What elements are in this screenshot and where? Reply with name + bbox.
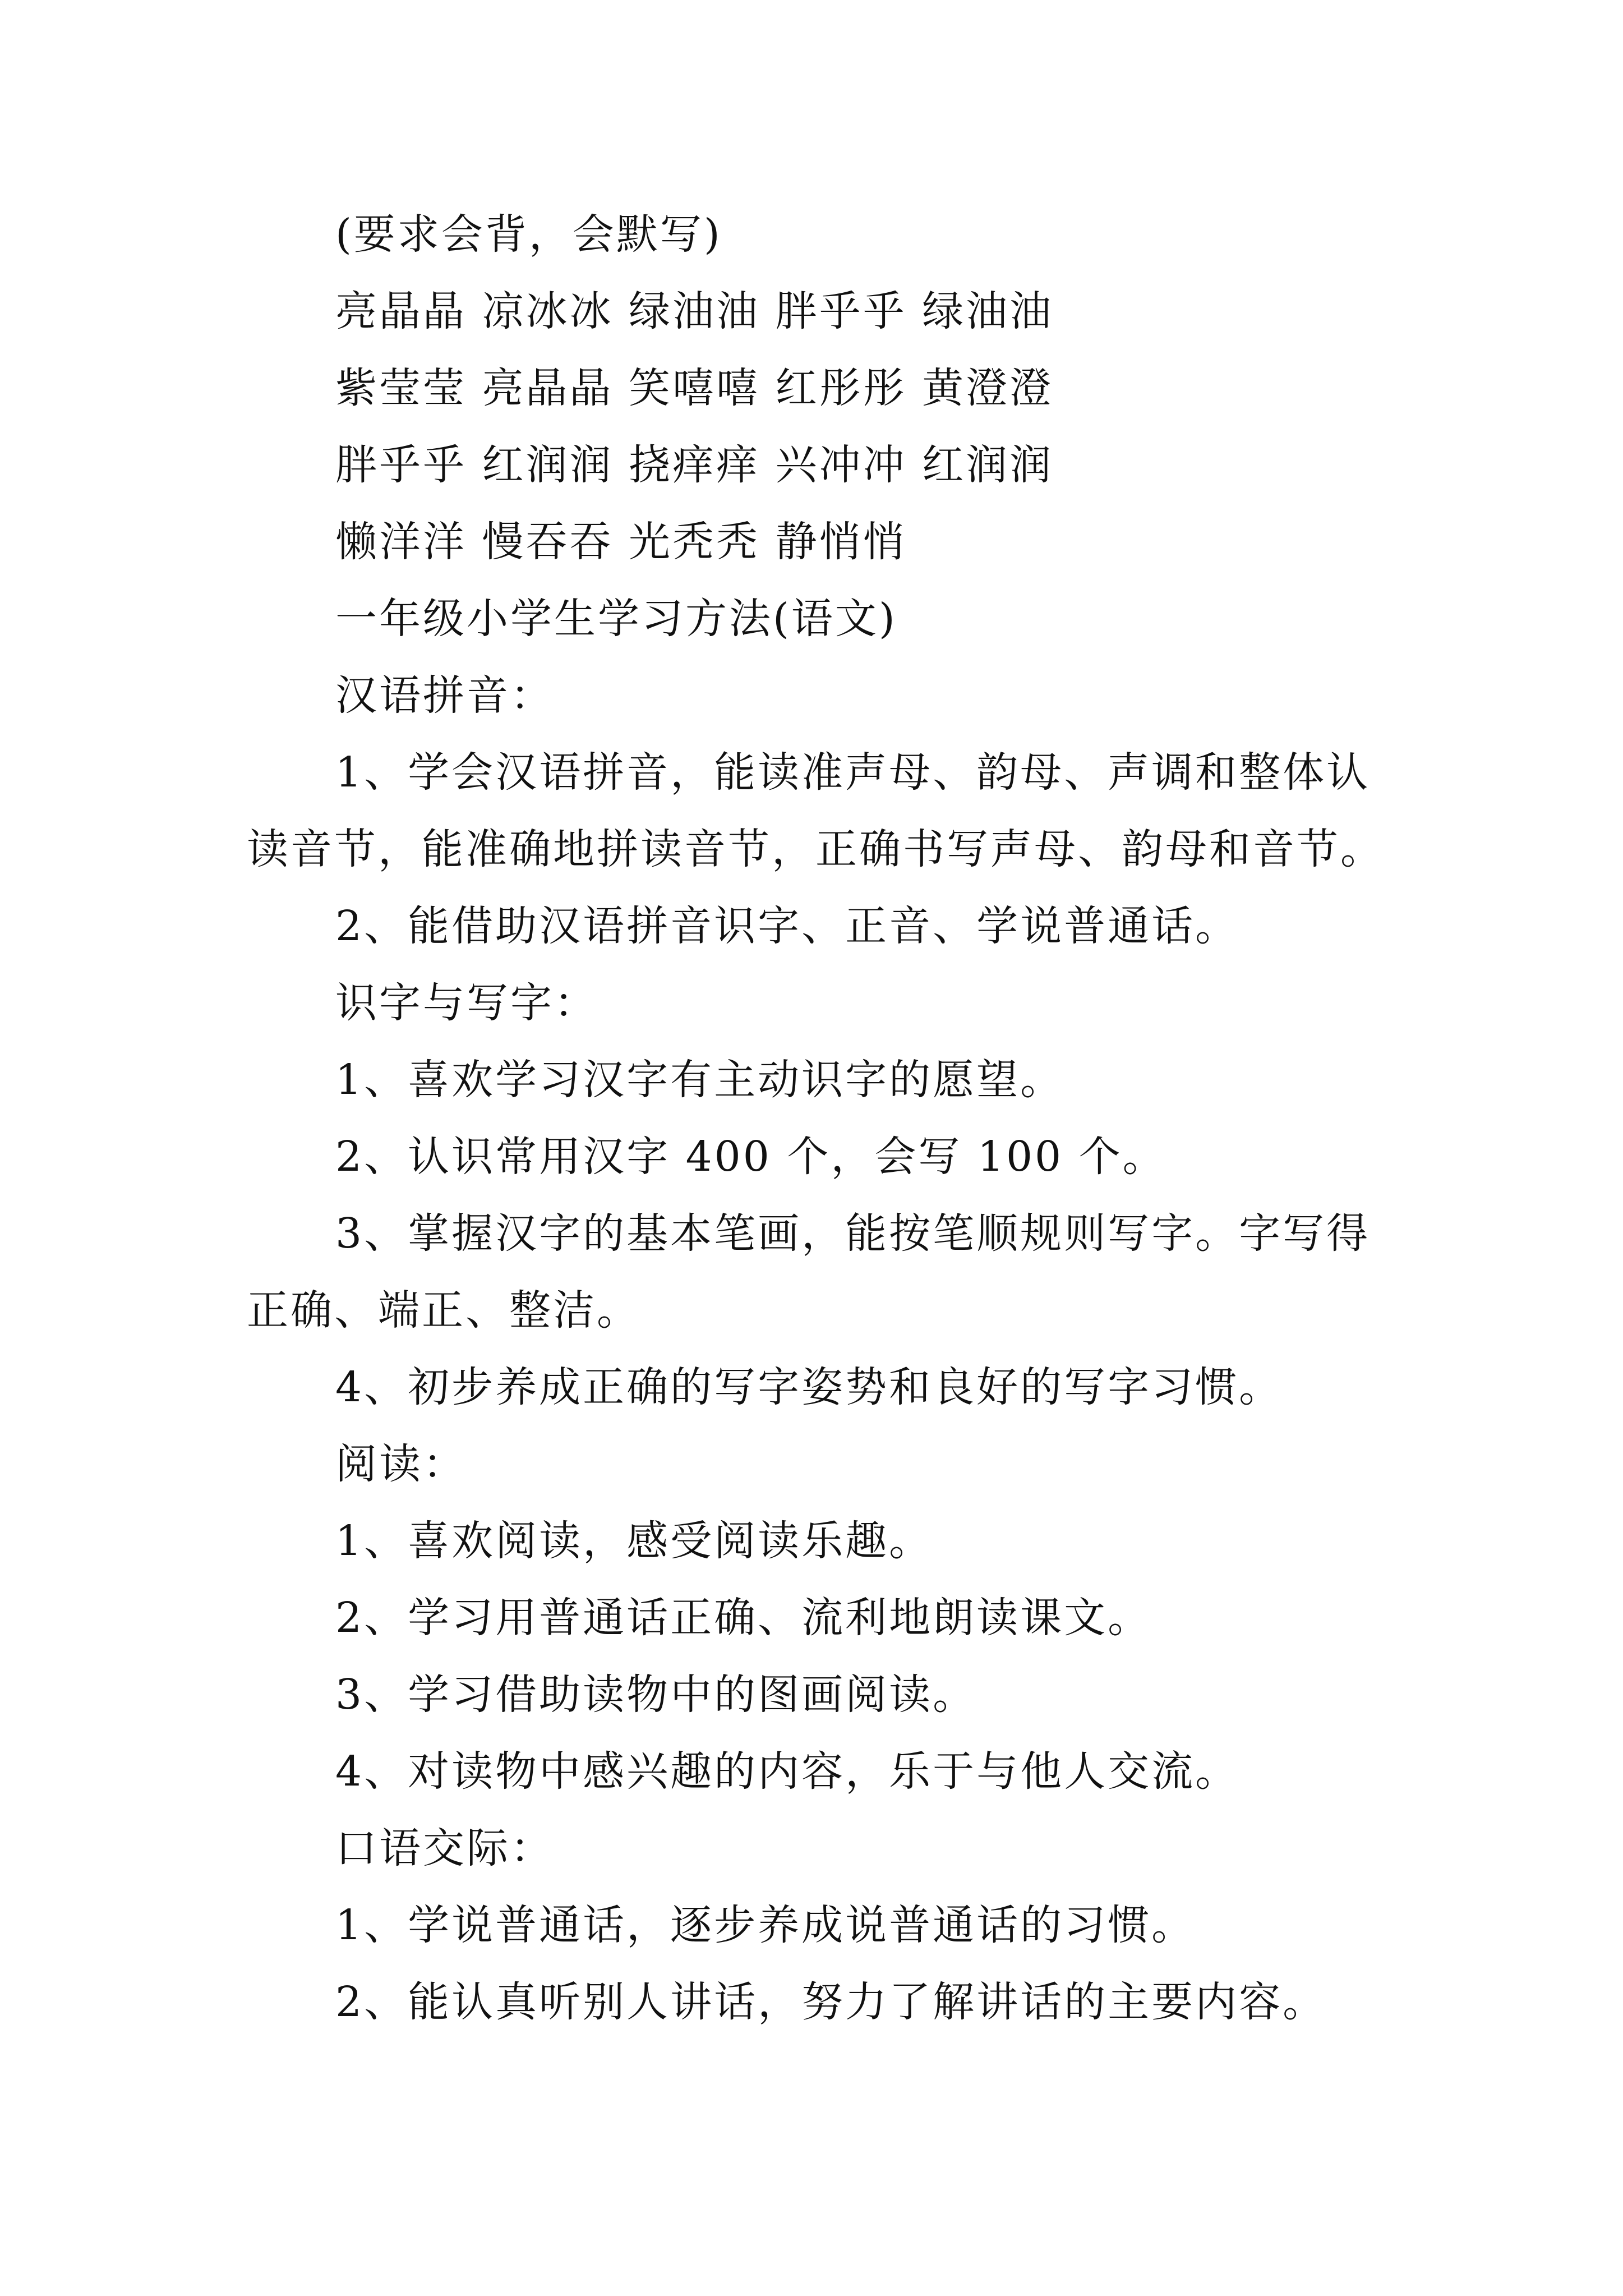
pinyin-item-1-continued: 读音节，能准确地拼读音节，正确书写声母、韵母和音节。: [247, 825, 1384, 873]
word-list-line-4: 懒洋洋 慢吞吞 光秃秃 静悄悄: [335, 518, 907, 566]
heading-literacy: 识字与写字：: [335, 979, 598, 1027]
pinyin-item-2: 2、能借助汉语拼音识字、正音、学说普通话。: [335, 902, 1239, 950]
reading-item-3: 3、学习借助读物中的图画阅读。: [335, 1671, 977, 1719]
word-list-line-1: 亮晶晶 凉冰冰 绿油油 胖乎乎 绿油油: [335, 287, 1054, 335]
oral-item-1: 1、学说普通话，逐步养成说普通话的习惯。: [335, 1901, 1196, 1949]
heading-oral-communication: 口语交际：: [335, 1824, 554, 1872]
literacy-item-1: 1、喜欢学习汉字有主动识字的愿望。: [335, 1056, 1064, 1104]
heading-reading: 阅读：: [335, 1440, 467, 1488]
section-title: 一年级小学生学习方法(语文): [335, 595, 897, 643]
literacy-item-2: 2、认识常用汉字 400 个，会写 100 个。: [335, 1133, 1166, 1181]
reading-item-4: 4、对读物中感兴趣的内容，乐于与他人交流。: [335, 1747, 1239, 1796]
word-list-line-3: 胖乎乎 红润润 挠痒痒 兴冲冲 红润润: [335, 441, 1054, 489]
literacy-item-3-continued: 正确、端正、整洁。: [247, 1286, 640, 1335]
paragraph-recite-note: (要求会背，会默写): [335, 210, 722, 259]
pinyin-item-1: 1、学会汉语拼音，能读准声母、韵母、声调和整体认: [335, 748, 1371, 797]
reading-item-1: 1、喜欢阅读，感受阅读乐趣。: [335, 1517, 933, 1565]
literacy-item-4: 4、初步养成正确的写字姿势和良好的写字习惯。: [335, 1363, 1283, 1411]
reading-item-2: 2、学习用普通话正确、流利地朗读课文。: [335, 1594, 1152, 1642]
heading-pinyin: 汉语拼音：: [335, 671, 554, 720]
literacy-item-3: 3、掌握汉字的基本笔画，能按笔顺规则写字。字写得: [335, 1209, 1371, 1258]
word-list-line-2: 紫莹莹 亮晶晶 笑嘻嘻 红彤彤 黄澄澄: [335, 364, 1054, 412]
oral-item-2: 2、能认真听别人讲话，努力了解讲话的主要内容。: [335, 1978, 1327, 2026]
